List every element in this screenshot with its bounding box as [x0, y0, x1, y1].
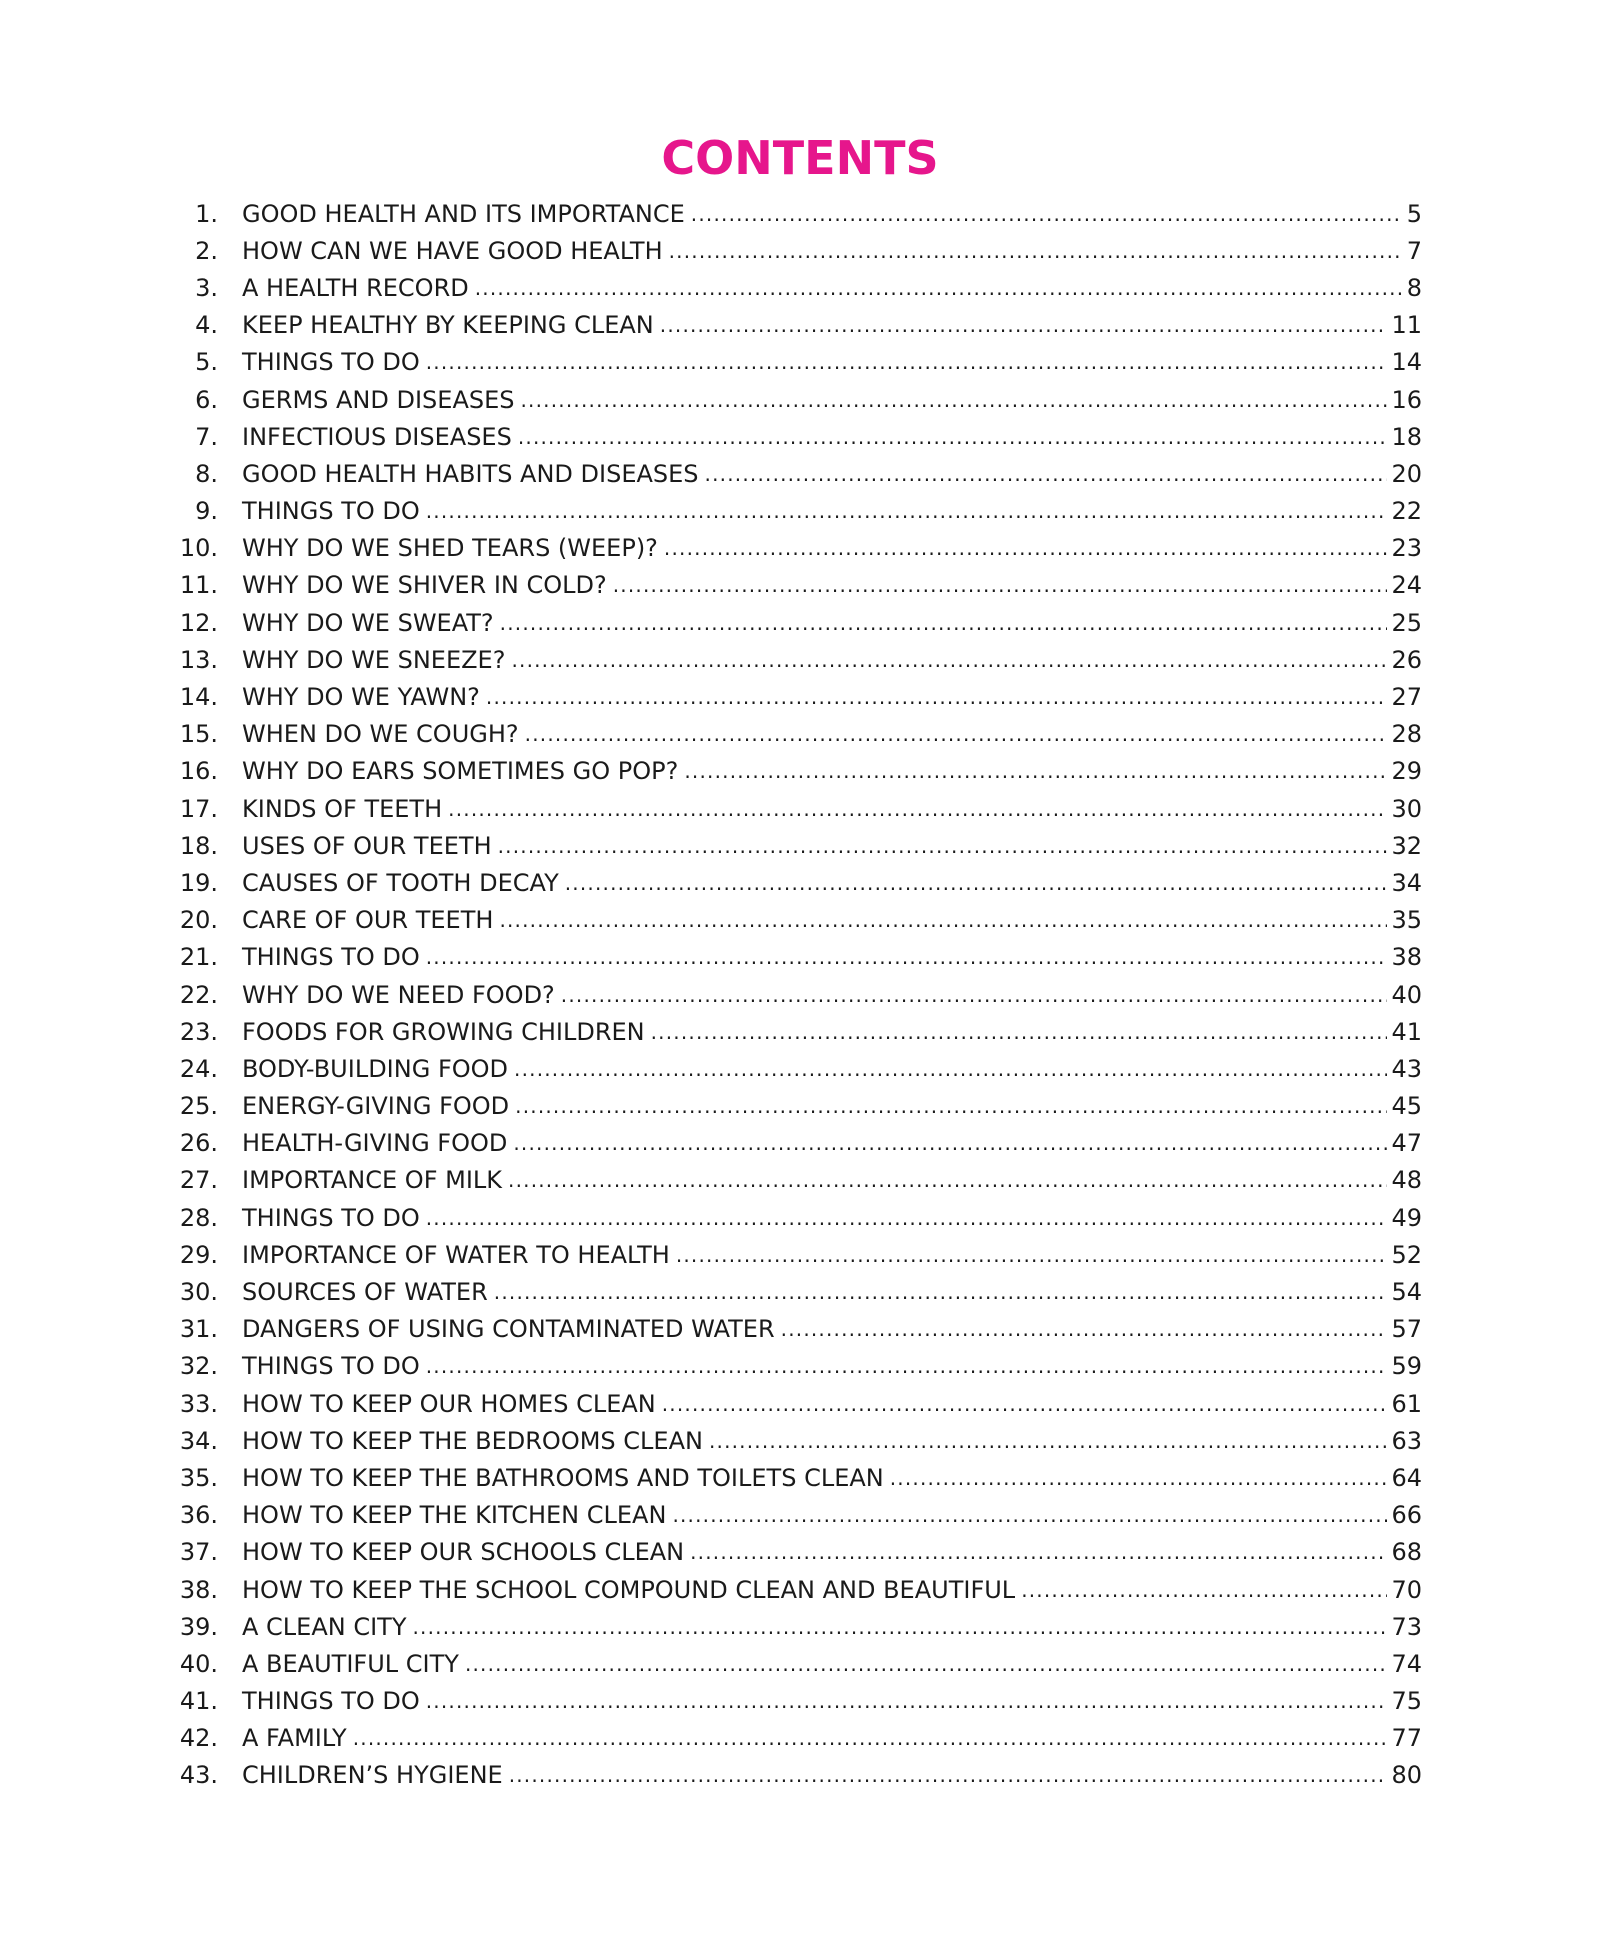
toc-entry-number: 28. — [179, 1203, 218, 1232]
toc-entry-title: HOW TO KEEP THE BATHROOMS AND TOILETS CLEAN — [242, 1463, 884, 1492]
toc-dot-leader — [565, 868, 1388, 898]
toc-entry-number: 4. — [195, 311, 218, 340]
toc-entry-page-number: 8 — [1406, 273, 1422, 302]
toc-dot-leader — [426, 496, 1388, 526]
toc-entry — [160, 902, 1422, 939]
toc-entry-title: WHY DO WE NEED FOOD? — [242, 980, 555, 1009]
toc-entry-number: 12. — [179, 608, 218, 637]
toc-dot-leader — [494, 1277, 1388, 1307]
toc-entry-title: IMPORTANCE OF MILK — [242, 1166, 503, 1195]
table-of-contents — [160, 195, 1422, 1794]
toc-entry-number: 29. — [179, 1240, 218, 1269]
toc-entry-title: WHY DO WE SHED TEARS (WEEP)? — [242, 534, 658, 563]
toc-entry-page-number: 80 — [1391, 1761, 1422, 1790]
toc-entry-page-number: 57 — [1391, 1315, 1422, 1344]
toc-entry-page-number: 41 — [1391, 1017, 1422, 1046]
toc-entry-page-number: 59 — [1391, 1352, 1422, 1381]
toc-entry — [160, 1385, 1422, 1422]
toc-entry-number: 33. — [179, 1389, 218, 1418]
toc-entry-title: HOW TO KEEP THE KITCHEN CLEAN — [242, 1501, 667, 1530]
toc-entry — [160, 1125, 1422, 1162]
toc-entry-page-number: 75 — [1391, 1687, 1422, 1716]
toc-dot-leader — [660, 310, 1388, 340]
toc-entry-number: 38. — [179, 1575, 218, 1604]
toc-entry-title: CARE OF OUR TEETH — [242, 906, 494, 935]
toc-entry-title: WHY DO WE SWEAT? — [242, 608, 494, 637]
toc-entry — [160, 381, 1422, 418]
toc-dot-leader — [690, 1537, 1387, 1567]
toc-entry — [160, 567, 1422, 604]
toc-entry-title: THINGS TO DO — [242, 1687, 420, 1716]
toc-entry-page-number: 40 — [1391, 980, 1422, 1009]
toc-entry-title: FOODS FOR GROWING CHILDREN — [242, 1017, 645, 1046]
toc-entry-title: GOOD HEALTH HABITS AND DISEASES — [242, 459, 699, 488]
toc-entry — [160, 195, 1422, 232]
toc-entry-page-number: 61 — [1391, 1389, 1422, 1418]
toc-dot-leader — [1021, 1575, 1387, 1605]
toc-entry-page-number: 7 — [1406, 236, 1422, 265]
toc-entry-page-number: 63 — [1391, 1426, 1422, 1455]
toc-entry-number: 11. — [179, 571, 218, 600]
toc-dot-leader — [448, 794, 1387, 824]
toc-dot-leader — [515, 1091, 1387, 1121]
toc-entry-title: CAUSES OF TOOTH DECAY — [242, 868, 559, 897]
toc-entry-page-number: 74 — [1391, 1649, 1422, 1678]
toc-entry-title: WHY DO WE SNEEZE? — [242, 645, 506, 674]
toc-entry-number: 14. — [179, 683, 218, 712]
toc-entry — [160, 976, 1422, 1013]
toc-entry-title: GERMS AND DISEASES — [242, 385, 515, 414]
toc-entry — [160, 1645, 1422, 1682]
toc-entry — [160, 455, 1422, 492]
toc-entry-title: THINGS TO DO — [242, 348, 420, 377]
toc-entry-page-number: 52 — [1391, 1240, 1422, 1269]
toc-entry-page-number: 43 — [1391, 1054, 1422, 1083]
toc-entry-number: 40. — [179, 1649, 218, 1678]
toc-entry-title: THINGS TO DO — [242, 943, 420, 972]
toc-entry — [160, 1199, 1422, 1236]
toc-dot-leader — [413, 1612, 1388, 1642]
toc-dot-leader — [781, 1314, 1388, 1344]
toc-dot-leader — [486, 682, 1388, 712]
toc-entry — [160, 1571, 1422, 1608]
toc-entry-title: USES OF OUR TEETH — [242, 831, 492, 860]
toc-entry-page-number: 64 — [1391, 1463, 1422, 1492]
toc-entry — [160, 232, 1422, 269]
toc-entry — [160, 716, 1422, 753]
toc-dot-leader — [508, 1165, 1387, 1195]
toc-dot-leader — [426, 347, 1388, 377]
toc-entry-title: HEALTH-GIVING FOOD — [242, 1129, 508, 1158]
toc-entry-number: 19. — [179, 868, 218, 897]
toc-entry-number: 42. — [179, 1724, 218, 1753]
toc-entry-page-number: 70 — [1391, 1575, 1422, 1604]
toc-entry-number: 2. — [195, 236, 218, 265]
toc-entry — [160, 1013, 1422, 1050]
toc-entry-page-number: 77 — [1391, 1724, 1422, 1753]
toc-entry — [160, 1608, 1422, 1645]
toc-entry-number: 15. — [179, 720, 218, 749]
toc-entry — [160, 530, 1422, 567]
toc-dot-leader — [465, 1649, 1388, 1679]
toc-entry — [160, 604, 1422, 641]
toc-entry-number: 20. — [179, 906, 218, 935]
toc-dot-leader — [500, 608, 1388, 638]
toc-entry-title: THINGS TO DO — [242, 497, 420, 526]
toc-dot-leader — [705, 459, 1388, 489]
toc-entry-title: KINDS OF TEETH — [242, 794, 443, 823]
toc-entry-number: 9. — [195, 497, 218, 526]
toc-entry-page-number: 45 — [1391, 1092, 1422, 1121]
toc-entry-number: 6. — [195, 385, 218, 414]
toc-entry — [160, 1236, 1422, 1273]
toc-entry-page-number: 28 — [1391, 720, 1422, 749]
toc-entry-page-number: 35 — [1391, 906, 1422, 935]
toc-entry — [160, 790, 1422, 827]
toc-entry-page-number: 48 — [1391, 1166, 1422, 1195]
toc-entry-number: 26. — [179, 1129, 218, 1158]
toc-entry-title: WHY DO WE YAWN? — [242, 683, 480, 712]
toc-dot-leader — [890, 1463, 1388, 1493]
toc-entry-page-number: 23 — [1391, 534, 1422, 563]
toc-dot-leader — [672, 1500, 1387, 1530]
toc-entry-title: ENERGY-GIVING FOOD — [242, 1092, 510, 1121]
toc-dot-leader — [709, 1426, 1388, 1456]
toc-entry-number: 22. — [179, 980, 218, 1009]
toc-entry — [160, 493, 1422, 530]
toc-entry-title: HOW TO KEEP OUR HOMES CLEAN — [242, 1389, 656, 1418]
toc-entry-page-number: 27 — [1391, 683, 1422, 712]
toc-dot-leader — [426, 1203, 1388, 1233]
toc-entry-page-number: 47 — [1391, 1129, 1422, 1158]
toc-entry — [160, 827, 1422, 864]
toc-dot-leader — [651, 1017, 1388, 1047]
toc-entry — [160, 753, 1422, 790]
toc-entry — [160, 939, 1422, 976]
toc-entry-number: 7. — [195, 422, 218, 451]
toc-entry-page-number: 68 — [1391, 1538, 1422, 1567]
toc-dot-leader — [353, 1723, 1388, 1753]
toc-entry — [160, 1497, 1422, 1534]
toc-dot-leader — [475, 273, 1403, 303]
toc-entry — [160, 1050, 1422, 1087]
toc-entry-title: HOW CAN WE HAVE GOOD HEALTH — [242, 236, 663, 265]
toc-entry-number: 41. — [179, 1687, 218, 1716]
toc-entry-title: HOW TO KEEP THE SCHOOL COMPOUND CLEAN AND BEAUTIFUL — [242, 1575, 1016, 1604]
toc-dot-leader — [676, 1240, 1388, 1270]
toc-entry-title: A CLEAN CITY — [242, 1612, 407, 1641]
toc-entry-page-number: 22 — [1391, 497, 1422, 526]
toc-entry-number: 1. — [195, 199, 218, 228]
toc-dot-leader — [684, 756, 1387, 786]
toc-entry-number: 36. — [179, 1501, 218, 1530]
toc-entry-number: 25. — [179, 1092, 218, 1121]
toc-dot-leader — [509, 1760, 1388, 1790]
toc-entry-number: 30. — [179, 1278, 218, 1307]
toc-entry-title: WHEN DO WE COUGH? — [242, 720, 519, 749]
toc-entry — [160, 1273, 1422, 1310]
toc-dot-leader — [525, 719, 1388, 749]
toc-entry-number: 43. — [179, 1761, 218, 1790]
toc-entry-number: 34. — [179, 1426, 218, 1455]
toc-dot-leader — [518, 422, 1388, 452]
toc-entry-title: CHILDREN’S HYGIENE — [242, 1761, 503, 1790]
toc-entry — [160, 418, 1422, 455]
toc-entry-title: HOW TO KEEP THE BEDROOMS CLEAN — [242, 1426, 703, 1455]
toc-entry — [160, 864, 1422, 901]
toc-dot-leader — [499, 905, 1387, 935]
toc-dot-leader — [561, 980, 1388, 1010]
toc-entry-page-number: 18 — [1391, 422, 1422, 451]
toc-entry — [160, 1311, 1422, 1348]
toc-entry — [160, 1683, 1422, 1720]
toc-dot-leader — [691, 199, 1403, 229]
toc-entry-number: 3. — [195, 273, 218, 302]
toc-entry-title: A HEALTH RECORD — [242, 273, 469, 302]
toc-entry-page-number: 16 — [1391, 385, 1422, 414]
toc-entry — [160, 1348, 1422, 1385]
toc-entry-number: 17. — [179, 794, 218, 823]
toc-entry-title: WHY DO WE SHIVER IN COLD? — [242, 571, 607, 600]
toc-entry — [160, 269, 1422, 306]
toc-entry-number: 10. — [179, 534, 218, 563]
toc-dot-leader — [613, 570, 1388, 600]
toc-dot-leader — [662, 1389, 1388, 1419]
toc-entry — [160, 678, 1422, 715]
toc-dot-leader — [426, 1686, 1388, 1716]
toc-entry-number: 5. — [195, 348, 218, 377]
toc-entry-number: 21. — [179, 943, 218, 972]
toc-entry-number: 23. — [179, 1017, 218, 1046]
toc-entry-number: 27. — [179, 1166, 218, 1195]
toc-entry-page-number: 73 — [1391, 1612, 1422, 1641]
toc-entry-page-number: 5 — [1406, 199, 1422, 228]
toc-entry-title: BODY-BUILDING FOOD — [242, 1054, 509, 1083]
toc-entry — [160, 1088, 1422, 1125]
toc-entry-number: 31. — [179, 1315, 218, 1344]
toc-entry-page-number: 14 — [1391, 348, 1422, 377]
toc-entry — [160, 1459, 1422, 1496]
toc-entry-title: A FAMILY — [242, 1724, 347, 1753]
toc-entry-number: 16. — [179, 757, 218, 786]
toc-entry-page-number: 38 — [1391, 943, 1422, 972]
toc-entry-number: 24. — [179, 1054, 218, 1083]
toc-entry-number: 35. — [179, 1463, 218, 1492]
toc-entry — [160, 307, 1422, 344]
toc-entry-page-number: 66 — [1391, 1501, 1422, 1530]
toc-entry-title: WHY DO EARS SOMETIMES GO POP? — [242, 757, 679, 786]
toc-entry-page-number: 49 — [1391, 1203, 1422, 1232]
toc-entry-number: 8. — [195, 459, 218, 488]
toc-entry — [160, 1422, 1422, 1459]
toc-dot-leader — [669, 236, 1403, 266]
toc-dot-leader — [513, 1128, 1387, 1158]
toc-entry — [160, 641, 1422, 678]
toc-dot-leader — [426, 1351, 1388, 1381]
toc-entry-title: GOOD HEALTH AND ITS IMPORTANCE — [242, 199, 685, 228]
toc-entry-page-number: 54 — [1391, 1278, 1422, 1307]
toc-entry-page-number: 34 — [1391, 868, 1422, 897]
toc-entry-number: 39. — [179, 1612, 218, 1641]
toc-dot-leader — [498, 831, 1388, 861]
toc-entry-page-number: 25 — [1391, 608, 1422, 637]
toc-entry-number: 32. — [179, 1352, 218, 1381]
toc-dot-leader — [521, 385, 1388, 415]
toc-dot-leader — [514, 1054, 1387, 1084]
toc-entry-page-number: 11 — [1391, 311, 1422, 340]
toc-entry-number: 18. — [179, 831, 218, 860]
toc-dot-leader — [511, 645, 1387, 675]
toc-entry-number: 13. — [179, 645, 218, 674]
toc-entry-title: INFECTIOUS DISEASES — [242, 422, 512, 451]
toc-entry — [160, 1757, 1422, 1794]
toc-entry-number: 37. — [179, 1538, 218, 1567]
toc-entry — [160, 1534, 1422, 1571]
toc-entry-title: A BEAUTIFUL CITY — [242, 1649, 459, 1678]
toc-entry-title: HOW TO KEEP OUR SCHOOLS CLEAN — [242, 1538, 685, 1567]
toc-entry-title: IMPORTANCE OF WATER TO HEALTH — [242, 1240, 670, 1269]
toc-entry — [160, 1162, 1422, 1199]
toc-entry — [160, 1720, 1422, 1757]
page-title: CONTENTS — [661, 131, 939, 185]
toc-entry-page-number: 26 — [1391, 645, 1422, 674]
toc-entry-page-number: 29 — [1391, 757, 1422, 786]
toc-entry-page-number: 32 — [1391, 831, 1422, 860]
toc-entry-title: KEEP HEALTHY BY KEEPING CLEAN — [242, 311, 654, 340]
toc-entry — [160, 344, 1422, 381]
toc-entry-page-number: 20 — [1391, 459, 1422, 488]
toc-entry-page-number: 24 — [1391, 571, 1422, 600]
toc-entry-title: DANGERS OF USING CONTAMINATED WATER — [242, 1315, 775, 1344]
toc-entry-title: THINGS TO DO — [242, 1352, 420, 1381]
toc-entry-title: SOURCES OF WATER — [242, 1278, 488, 1307]
toc-entry-page-number: 30 — [1391, 794, 1422, 823]
toc-entry-title: THINGS TO DO — [242, 1203, 420, 1232]
toc-dot-leader — [664, 533, 1388, 563]
toc-dot-leader — [426, 942, 1388, 972]
